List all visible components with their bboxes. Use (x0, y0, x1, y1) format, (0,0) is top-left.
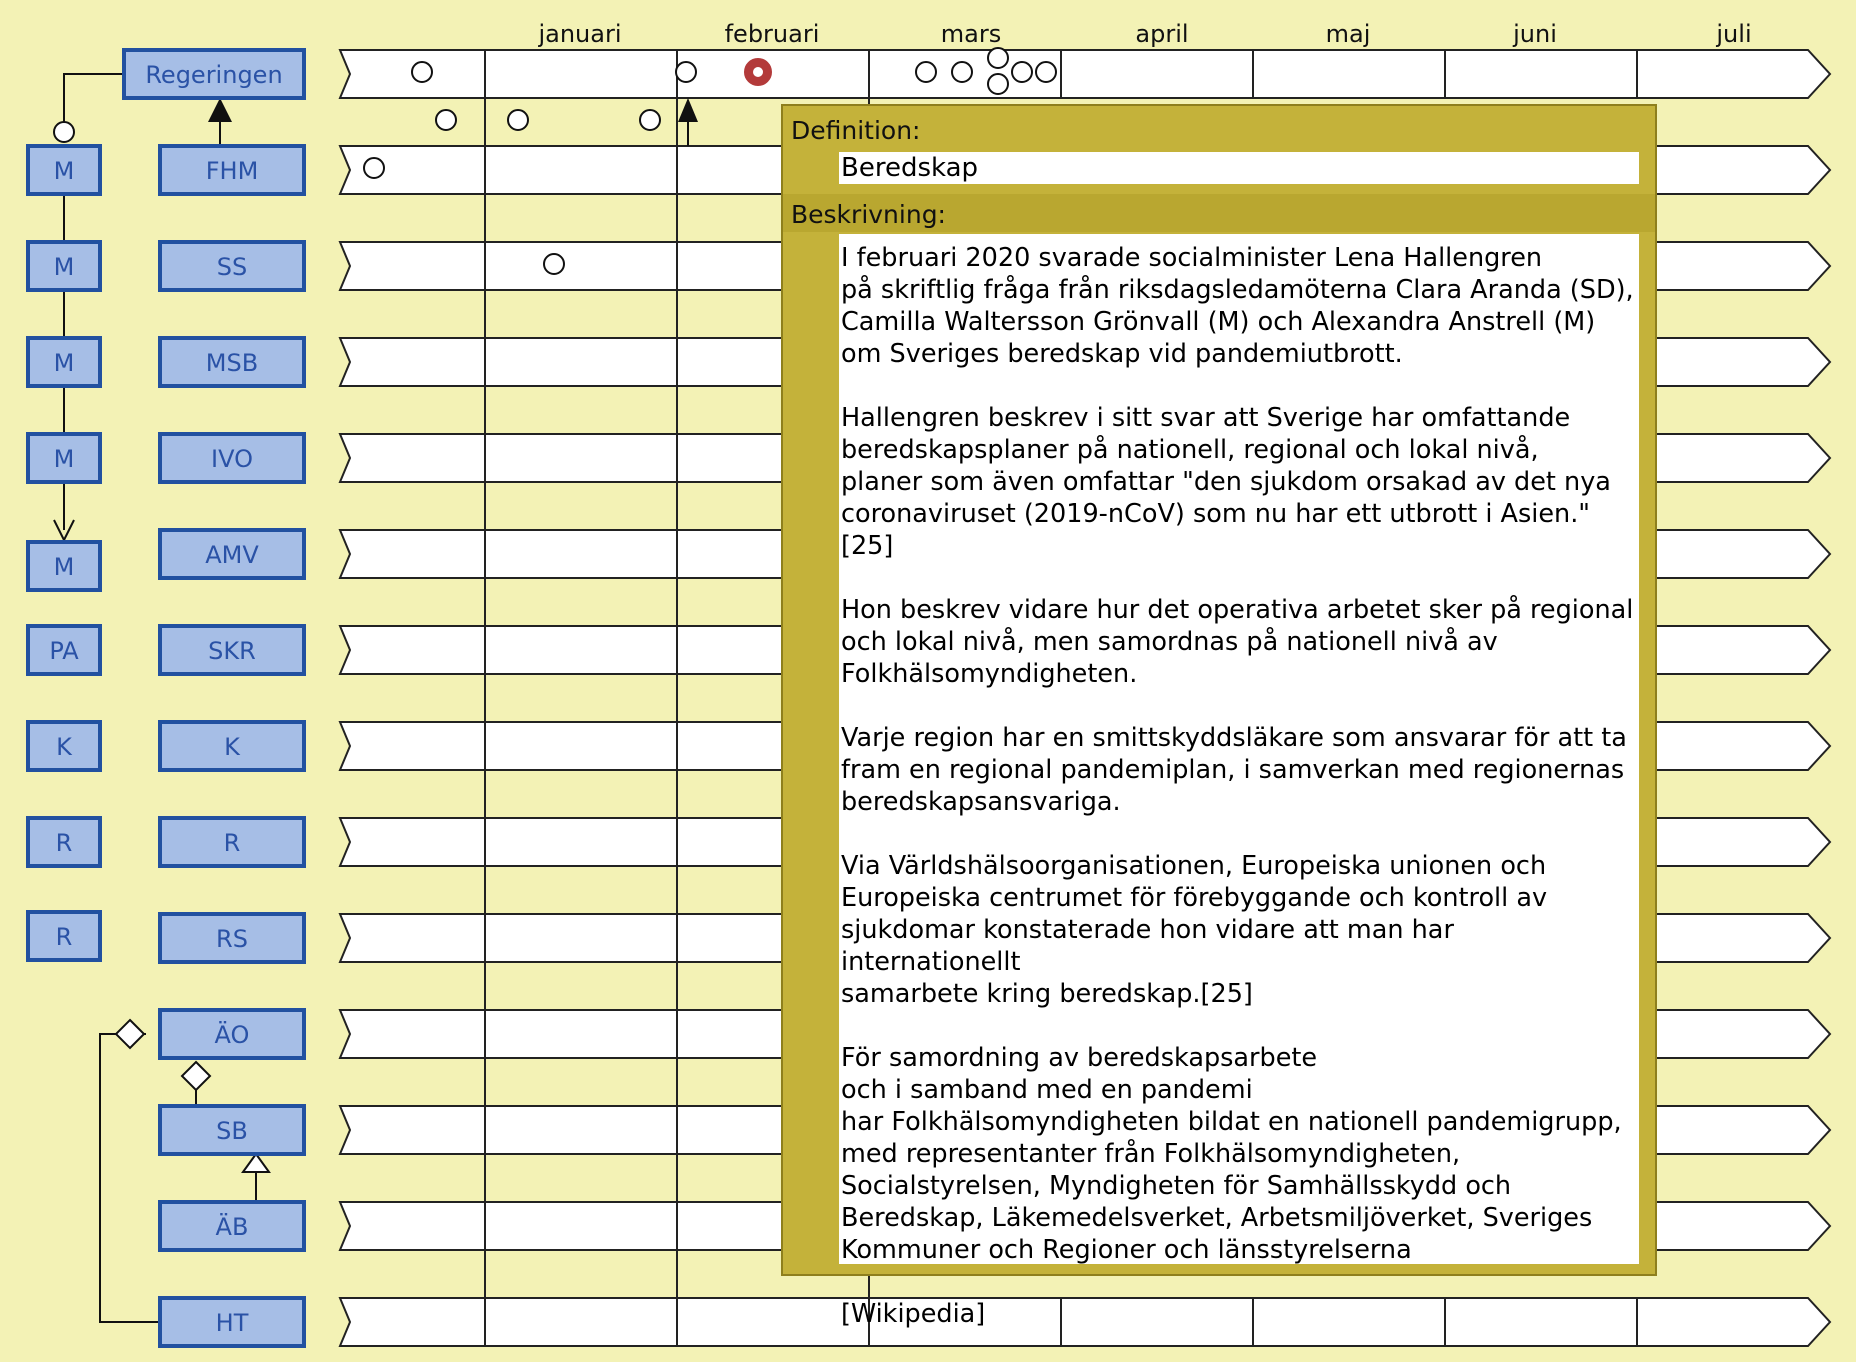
node-right-ivo-label: IVO (211, 445, 253, 473)
month-label-mars: mars (940, 20, 1002, 48)
month-label-juli: juli (1716, 20, 1752, 48)
month-header (537, 20, 1751, 48)
node-left-3-label: M (53, 445, 75, 473)
month-label-januari: januari (538, 20, 622, 48)
node-right-ss-label: SS (216, 253, 248, 281)
node-regeringen-label: Regeringen (145, 61, 283, 89)
node-right-msb-label: MSB (205, 349, 259, 377)
event-marker[interactable] (508, 110, 528, 130)
event-marker[interactable] (988, 74, 1008, 94)
event-marker[interactable] (1036, 62, 1056, 82)
node-left-1-label: M (53, 253, 75, 281)
node-right-r-label: R (223, 829, 241, 857)
event-marker[interactable] (544, 254, 564, 274)
aggregation-diamond-icon (116, 1020, 144, 1048)
org-nodes (28, 50, 304, 1346)
event-marker[interactable] (952, 62, 972, 82)
event-marker[interactable] (676, 62, 696, 82)
lane-row[interactable] (340, 50, 1830, 98)
event-marker[interactable] (436, 110, 456, 130)
event-marker[interactable] (364, 158, 384, 178)
event-marker[interactable] (916, 62, 936, 82)
node-left-6-label: K (56, 733, 72, 761)
event-marker[interactable] (1012, 62, 1032, 82)
node-right-äb-label: ÄB (215, 1213, 249, 1241)
association-end-icon (54, 122, 74, 142)
event-marker[interactable] (640, 110, 660, 130)
node-left-0-label: M (53, 157, 75, 185)
node-right-skr-label: SKR (208, 637, 256, 665)
arrowhead-icon (678, 98, 698, 122)
aggregation-diamond-icon (182, 1062, 210, 1090)
node-right-äo-label: ÄO (214, 1021, 250, 1049)
month-label-juni: juni (1513, 20, 1557, 48)
node-left-8-label: R (55, 923, 73, 951)
month-label-april: april (1135, 20, 1189, 48)
node-right-rs-label: RS (216, 925, 248, 953)
node-right-amv-label: AMV (205, 541, 259, 569)
event-marker[interactable] (988, 48, 1008, 68)
arrowhead-icon (208, 98, 232, 122)
node-right-fhm-label: FHM (205, 157, 259, 185)
month-label-februari: februari (724, 20, 820, 48)
description-label: Beskrivning: (791, 200, 946, 229)
connector-line (64, 74, 124, 122)
definition-popup (781, 104, 1657, 1329)
node-right-sb-label: SB (216, 1117, 248, 1145)
event-marker[interactable] (412, 62, 432, 82)
definition-value: Beredskap (839, 152, 1639, 184)
lane-row[interactable] (340, 1298, 1830, 1346)
node-left-4-label: M (53, 553, 75, 581)
node-left-7-label: R (55, 829, 73, 857)
month-label-maj: maj (1325, 20, 1371, 48)
node-right-k-label: K (224, 733, 240, 761)
description-text: I februari 2020 svarade socialminister Lena Hallengren på skriftlig fråga från riksdagsledamöterna Clara Aranda (SD), Camilla Waltersson Grönvall (M) och Alexandra Anstrell (M) om Sveriges beredskap vid pandemiutbrott. Hallengren beskrev i sitt svar att Sverige har omfattande beredskapsplaner på nationell, regional och lokal nivå, planer som även omfattar "den sjukdom orsakad av det nya coronaviruset (2019-nCoV) som nu har ett utbrott i Asien."[25] Hon beskrev vidare hur det operativa arbetet sker på regional och lokal nivå, men samordnas på nationell nivå av Folkhälsomyndigheten. Varje region har en smittskyddsläkare som ansvarar för att ta fram en regional pandemiplan, i samverkan med regionernas beredskapsansvariga. Via Världshälsoorganisationen, Europeiska unionen och Europeiska centrumet för förebyggande och kontroll av sjukdomar konstaterade hon vidare att man har internationellt samarbete kring beredskap.[25] För samordning av beredskapsarbete och i samband med en pandemi har Folkhälsomyndigheten bildat en nationell pandemigrupp, med representanter från Folkhälsomyndigheten, Socialstyrelsen, Myndigheten för Samhällsskydd och Beredskap, Läkemedelsverket, Arbetsmiljöverket, Sveriges Kommuner och Regioner och länsstyrelserna [Wikipedia] (839, 234, 1639, 1264)
node-left-2-label: M (53, 349, 75, 377)
connector-line (100, 1034, 160, 1322)
inheritance-triangle-icon (243, 1154, 269, 1172)
event-marker-selected-dot (753, 67, 763, 77)
definition-label: Definition: (791, 116, 921, 145)
node-right-ht-label: HT (215, 1309, 249, 1337)
node-left-5-label: PA (49, 637, 79, 665)
